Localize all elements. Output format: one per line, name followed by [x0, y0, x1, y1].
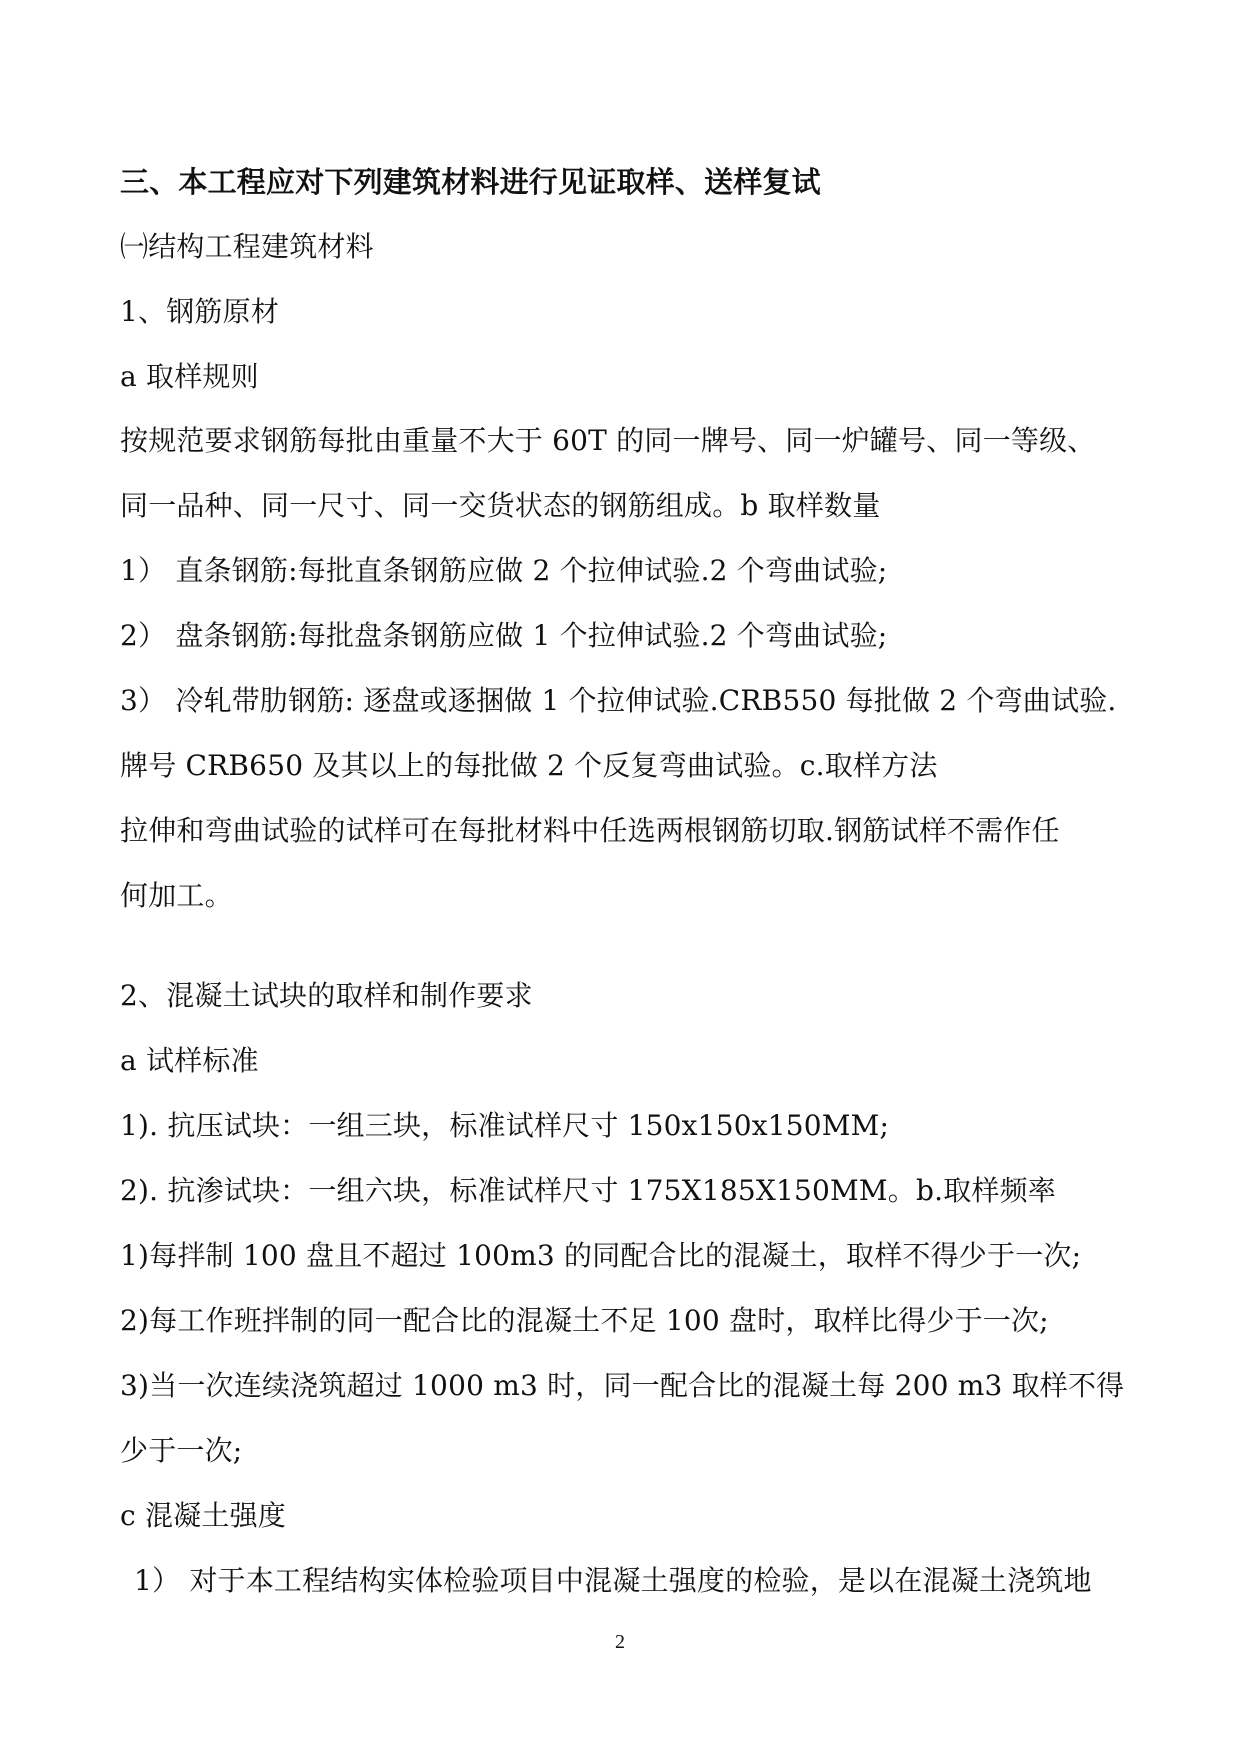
item-title: 2、混凝土试块的取样和制作要求 — [120, 979, 533, 1012]
paragraph-line: 拉伸和弯曲试验的试样可在每批材料中任选两根钢筋切取.钢筋试样不需作任 — [120, 814, 1060, 847]
paragraph-line: 同一品种、同一尺寸、同一交货状态的钢筋组成。b 取样数量 — [120, 489, 881, 522]
section-heading: 三、本工程应对下列建筑材料进行见证取样、送样复试 — [120, 165, 821, 199]
list-item: 2） 盘条钢筋:每批盘条钢筋应做 1 个拉伸试验.2 个弯曲试验; — [120, 619, 888, 652]
list-item: 1） 对于本工程结构实体检验项目中混凝土强度的检验，是以在混凝土浇筑地 — [134, 1564, 1092, 1597]
paragraph-line: 牌号 CRB650 及其以上的每批做 2 个反复弯曲试验。c.取样方法 — [120, 749, 938, 782]
list-item: 2)每工作班拌制的同一配合比的混凝土不足 100 盘时，取样比得少于一次; — [120, 1304, 1049, 1337]
paragraph-line: 何加工。 — [120, 879, 233, 912]
list-item: 1). 抗压试块：一组三块，标准试样尺寸 150x150x150MM; — [120, 1109, 890, 1142]
list-item: 3） 冷轧带肋钢筋: 逐盘或逐捆做 1 个拉伸试验.CRB550 每批做 2 个弯曲试验. — [120, 684, 1117, 717]
list-item: 3)当一次连续浇筑超过 1000 m3 时，同一配合比的混凝土每 200 m3 取样不得 — [120, 1369, 1125, 1402]
paragraph-line: 按规范要求钢筋每批由重量不大于 60T 的同一牌号、同一炉罐号、同一等级、 — [120, 424, 1096, 457]
list-item: 1） 直条钢筋:每批直条钢筋应做 2 个拉伸试验.2 个弯曲试验; — [120, 554, 888, 587]
list-item: 2). 抗渗试块：一组六块，标准试样尺寸 175X185X150MM。b.取样频率 — [120, 1174, 1057, 1207]
page-number: 2 — [615, 1631, 625, 1653]
paragraph-line: 少于一次; — [120, 1434, 243, 1467]
sub-item-title: a 取样规则 — [120, 360, 259, 393]
subsection-title: ㈠结构工程建筑材料 — [120, 230, 374, 263]
list-item: 1)每拌制 100 盘且不超过 100m3 的同配合比的混凝土，取样不得少于一次; — [120, 1239, 1082, 1272]
item-title: 1、钢筋原材 — [120, 295, 280, 328]
sub-item-title: a 试样标准 — [120, 1044, 259, 1077]
sub-item-title: c 混凝土强度 — [120, 1499, 286, 1532]
